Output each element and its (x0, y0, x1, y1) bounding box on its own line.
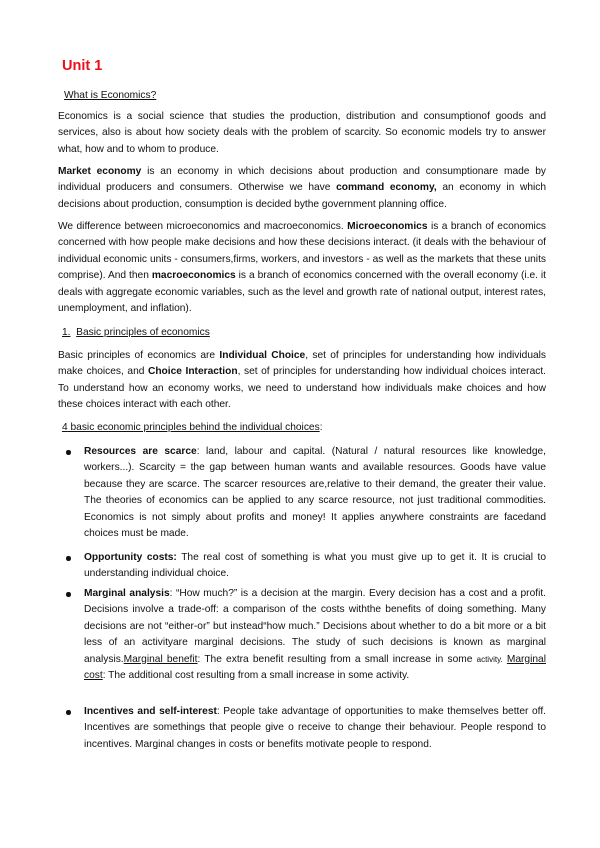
marginal-cost-label: Marginal cost (84, 653, 546, 682)
text-run: is a branch of economics concerned with the overall economy (i.e. it deals with aggregate economic variables, such as the level and growth rate of national output, interest rates, unemployment, and inflation). (58, 270, 547, 315)
text-run: : (319, 422, 323, 433)
market-economy-paragraph (58, 164, 546, 213)
scarce-list-item (62, 444, 546, 542)
text-run: is an economy in which decisions about production and consumptionare made by individual producers and consumers. Otherwise we have (58, 166, 547, 194)
marginal-benefit-label: Marginal benefit (123, 653, 198, 665)
section-number: 1. (62, 327, 71, 338)
text-run: is a branch of economics concerned with how people make decisions and how these decisions interact. (it deals with the behaviour of individual economic units - consumers,firms, workers, and investors - as well as the markets that these units comprise). And then (58, 221, 547, 282)
basic-principles-paragraph (58, 348, 546, 414)
incentives-term: Incentives and self-interest (84, 706, 217, 717)
activity-small-text: activity. (476, 654, 503, 664)
text-run: Basic principles of economics are (58, 350, 220, 361)
list-item (62, 550, 546, 583)
principles-subheading (62, 420, 323, 435)
text-run: The real cost of something is what you must give up to get it. It is crucial to understanding individual choice. (84, 552, 547, 580)
text-run: : People take advantage of opportunities to make themselves better off. Incentives are somethings that people give o receive to change their behaviour. People respond to incentives. Marginal changes in costs or benefits motivate people to respond. (84, 706, 546, 750)
text-run: We difference between microeconomics and macroeconomics. (58, 221, 348, 232)
text-run: : The additional cost resulting from a small increase in some activity. (102, 670, 410, 682)
choice-interaction-term: Choice Interaction (147, 366, 238, 378)
command-economy-term: command economy, (336, 182, 437, 194)
principles-title: basic economic principles behind the individual choices (67, 422, 320, 433)
list-item (62, 704, 546, 753)
resources-scarce-term: Resources are scarce (84, 446, 197, 457)
opportunity-costs-term: Opportunity costs: (84, 552, 177, 563)
section-heading-basic-principles (62, 325, 210, 340)
section-title: Basic principles of economics (76, 327, 210, 338)
economics-definition-paragraph: Economics is a social science that studies the production, distribution and consumptionof goods and services, also is about how society deals with the problem of scarcity. So economic models try to answer what, how and to whom to produce. (58, 111, 546, 155)
text-run: : “How much?” is a decision at the margin. Every decision has a cost and a profit. Decisions involve a trade-off: a comparison of the costs withthe benefits of doing something. Many decisions are not “either-or” but instead“how much.” Decisions about whether to do a bit more or a bit less of an activityare marginal decisions. The study of such decisions is known as marginal analysis. (84, 588, 546, 665)
marginal-list-item (62, 586, 546, 684)
bullet-icon (66, 450, 71, 455)
bullet-icon (66, 592, 71, 597)
what-is-economics-heading: What is Economics? (64, 90, 157, 101)
text-run: , set of principles for understanding how individual choices interact. To understand how an economy works, we need to understand how individuals make choices and how these choices interact with each other. (58, 366, 546, 411)
text-run: : The extra benefit resulting from a small increase in some (197, 653, 477, 665)
unit-title: Unit 1 (62, 58, 103, 74)
macroeconomics-term: macroeconomics (151, 270, 236, 282)
market-economy-term: Market economy (58, 166, 142, 177)
text-run: , set of principles for understanding how individuals make choices, and (58, 350, 547, 378)
list-item (62, 586, 546, 684)
microeconomics-term: Microeconomics (347, 221, 428, 232)
opportunity-list-item (62, 550, 546, 583)
bullet-icon (66, 710, 71, 715)
text-run: : land, labour and capital. (Natural / natural resources like knowledge, workers...). Scarcity = the gap between human wants and available resources. Goods have value because they are scarce. The scarcer resources are,relative to their demand, the greater their value. The theories of economics can be applied to any scarce resource, not just traditional commodities. Economics is not simply about profits and money! It applies anywhere constraints are facedand choices must be made. (84, 446, 546, 540)
incentives-list-item (62, 704, 546, 753)
list-item (62, 444, 546, 542)
principles-number: 4 (62, 422, 68, 433)
micro-macro-paragraph (58, 219, 546, 317)
individual-choice-term: Individual Choice (219, 350, 306, 361)
marginal-analysis-term: Marginal analysis (84, 588, 170, 599)
bullet-icon (66, 556, 71, 561)
text-run: an economy in which decisions about production, consumption is decided bythe government planning office. (58, 182, 547, 210)
